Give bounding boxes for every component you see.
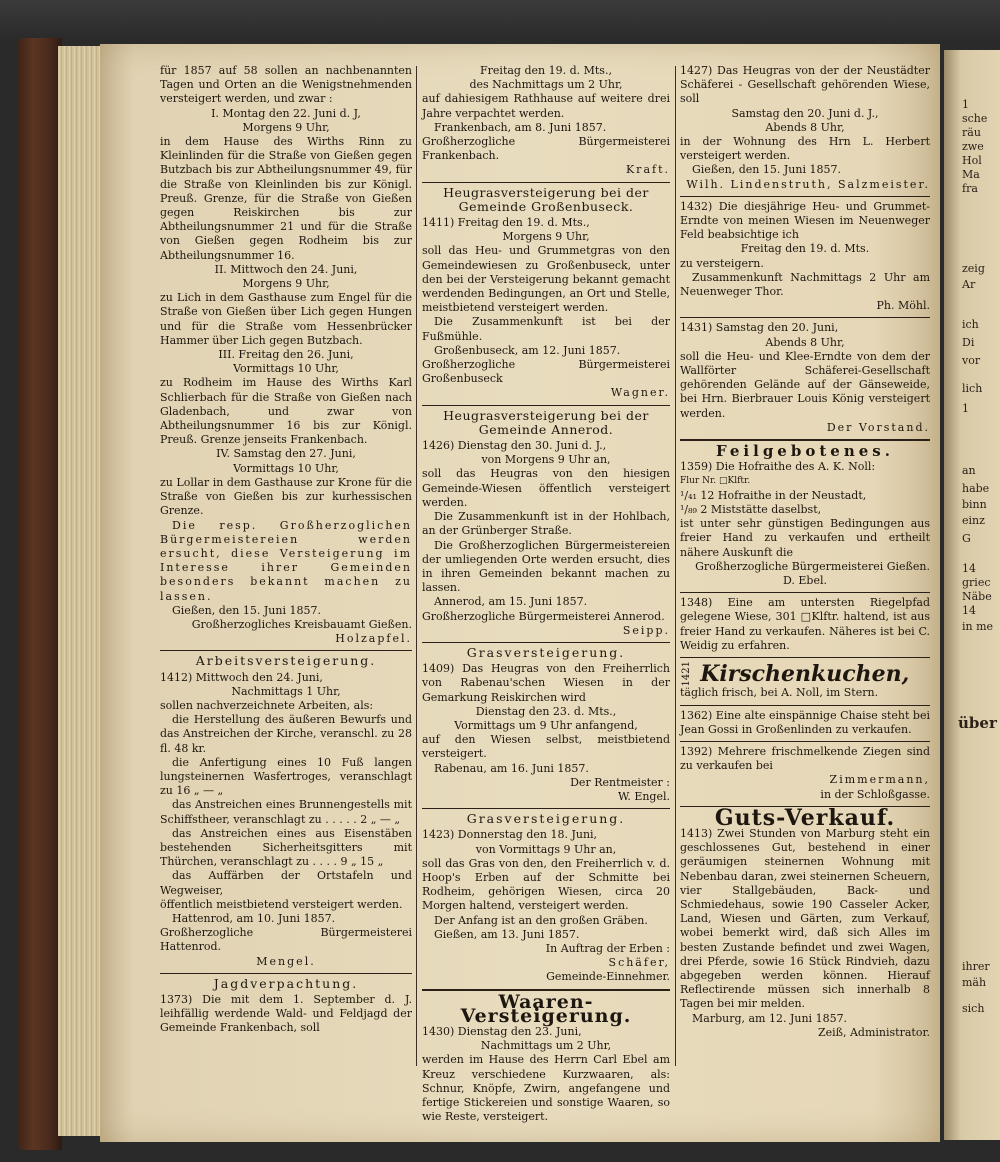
section-heading: Heugrasversteigerung bei der Gemeinde Großenbuseck. bbox=[443, 184, 649, 214]
notice-text: 1373) Die mit dem 1. September d. J. leihfällig werdende Wald- und Feldjagd der Gemeinde Frankenbach, soll bbox=[160, 993, 412, 1035]
fragment-text: 1 bbox=[962, 402, 969, 415]
notice-text: 1413) Zwei Stunden von Marburg steht ein geschlossenes Gut, bestehend in einer geräumigen steinernen Wohnung mit Nebenbau daran, zwei steinernen Scheuern, vier Stallgebäuden, Back- und Schmiedehaus, sowie 190 Casseler Acker, Land, Wiesen und Gärten, zum Verkauf, wobei bemerkt wird, daß sich Alles im besten Zustande befindet und zwei Wagen, drei Pferde, sowie 16 Stück Rindvieh, dazu abgegeben werden können. Hierauf Reflectirende müssen sich innerhalb 8 Tagen bei mir melden. bbox=[680, 827, 930, 1011]
column-3 bbox=[680, 64, 930, 1040]
fragment-text: sche bbox=[962, 112, 988, 125]
section-heading: Arbeitsversteigerung. bbox=[195, 653, 377, 669]
notice-meet: Die Zusammenkunft ist in der Hohlbach, an der Grünberger Straße. bbox=[422, 510, 670, 538]
ad-number: 1421 bbox=[681, 660, 692, 687]
divider bbox=[680, 317, 930, 318]
fragment-text: Hol bbox=[962, 154, 982, 167]
section-heading: Grasversteigerung. bbox=[466, 811, 626, 827]
item-text: in dem Hause des Wirths Rinn zu Kleinlinden für die Straße von Gießen gegen Butzbach bis zur Abtheilungsnummer 49, für die Straße von Kleinlinden bis zur Königl. Preuß. Grenze, für die Straße von Gießen gegen Reiskirchen bis zur Abtheilungsnummer 21 und für die Straße von Gießen gegen Rodheim bis zur Abtheilungsnummer 16. bbox=[160, 135, 412, 262]
notice-lead: sollen nachverzeichnete Arbeiten, als: bbox=[160, 698, 374, 712]
table-row: ¹/₄₁ 12 Hofraithe in der Neustadt, bbox=[680, 488, 867, 502]
notice-text: soll das Heugras von den hiesigen Gemeinde-Wiesen öffentlich versteigert werden. bbox=[422, 467, 670, 509]
section-heading: Jagdverpachtung. bbox=[213, 975, 359, 991]
fragment-text: lich bbox=[962, 382, 983, 395]
fragment-text: zeig bbox=[962, 262, 985, 275]
notice-text: 1432) Die diesjährige Heu- und Grummet-Erndte von meinen Wiesen im Neuenweger Feld beabsichtige ich bbox=[680, 199, 930, 242]
notice-signature-place: in der Schloßgasse. bbox=[820, 787, 930, 801]
section-heading: Heugrasversteigerung bei der Gemeinde Annerod. bbox=[443, 407, 649, 437]
notice-office: Großherzogliche Bürgermeisterei Annerod. bbox=[422, 609, 665, 623]
item-heading: II. Mittwoch den 24. Juni, bbox=[214, 262, 358, 276]
table-row: ¹/₈₉ 2 Miststätte daselbst, bbox=[680, 502, 822, 516]
section-heading: Grasversteigerung. bbox=[466, 644, 626, 660]
item-text: zu Lollar in dem Gasthause zur Krone für die Straße von Gießen bis zur kurhessischen Grenze. bbox=[160, 475, 412, 518]
divider bbox=[422, 808, 670, 809]
item-text: zu Rodheim im Hause des Wirths Karl Schlierbach für die Straße von Gießen nach Gladenbach, und zwar von Abtheilungsnummer 16 bis zur Königl. Preuß. Grenze jenseits Frankenbach. bbox=[160, 376, 412, 447]
item-time: Vormittags 10 Uhr, bbox=[233, 461, 339, 475]
fragment-text: an bbox=[962, 464, 976, 477]
item-heading: III. Freitag den 26. Juni, bbox=[218, 348, 354, 362]
notice-time: Nachmittags 1 Uhr, bbox=[231, 684, 341, 698]
fragment-text: ich bbox=[962, 318, 979, 331]
notice-text: soll die Heu- und Klee-Erndte von dem der Wallförter Schäferei-Gesellschaft gehörenden Gelände auf der Gänseweide, bei Hrn. Bierbrauer Louis König versteigert werden. bbox=[680, 349, 930, 420]
notice-start: Der Anfang ist an den großen Gräben. bbox=[434, 913, 648, 927]
notice-text: werden im Hause des Herrn Carl Ebel am Kreuz verschiedene Kurzwaaren, als: Schnur, Knöpfe, Zwirn, angefangene und fertige Stickereien und sonstige Waaren, so wie Reste, versteigert. bbox=[422, 1053, 670, 1124]
fragment-text: fra bbox=[962, 182, 978, 195]
fragment-heading: über bbox=[958, 714, 997, 732]
notice-text: soll das Gras von den, den Freiherrlich v. d. Hoop's Erben auf der Schmitte bei Rodheim, gehörigen Wiesen, circa 20 Morgen haltend, versteigert werden. bbox=[422, 856, 670, 913]
facing-page-fragment bbox=[944, 50, 1000, 1140]
notice-text: 1362) Eine alte einspännige Chaise steht bei Jean Gossi in Großenlinden zu verkaufen. bbox=[680, 708, 930, 736]
notice-number: 1430) Dienstag den 23. Juni, bbox=[422, 1025, 582, 1038]
work-item: das Anstreichen eines Brunnengestells mit Schiffstheer, veranschlagt zu . . . . . 2 „ — „ bbox=[160, 798, 412, 826]
column-rule-2 bbox=[675, 66, 676, 1066]
fragment-text: sich bbox=[962, 1002, 985, 1015]
notice-meet: Zusammenkunft Nachmittags 2 Uhr am Neuenweger Thor. bbox=[680, 270, 930, 299]
notice-time: von Vormittags 9 Uhr an, bbox=[475, 842, 617, 856]
notice-heading: Freitag den 19. d. Mts. bbox=[740, 242, 870, 256]
fragment-text: binn bbox=[962, 498, 987, 511]
table-header: Flur Nr. □Klftr. bbox=[680, 476, 751, 487]
item-heading: IV. Samstag den 27. Juni, bbox=[216, 447, 356, 461]
notice-number: 1411) Freitag den 19. d. Mts., bbox=[422, 216, 590, 230]
divider bbox=[680, 439, 930, 441]
fragment-text: ihrer bbox=[962, 960, 990, 973]
work-item: das Auffärben der Ortstafeln und Wegweiser, bbox=[160, 869, 412, 897]
fragment-text: in me bbox=[962, 620, 994, 633]
notice-signature: Zeiß, Administrator. bbox=[817, 1025, 930, 1039]
item-time: Morgens 9 Uhr, bbox=[242, 120, 330, 134]
notice-date: Annerod, am 15. Juni 1857. bbox=[434, 595, 588, 609]
fragment-text: Näbe bbox=[962, 590, 992, 603]
work-item: die Anfertigung eines 10 Fuß langen lungsteinernen Wasfertroges, veranschlagt zu 16 „ — „ bbox=[160, 755, 412, 798]
notice-text: 1359) Die Hofraithe des A. K. Noll: bbox=[680, 460, 876, 474]
notice-heading: Samstag den 20. Juni d. J., bbox=[731, 106, 879, 120]
work-item: das Anstreichen eines aus Eisenstäben bestehenden Sicherheitsgitters mit Thürchen, veranschlagt zu . . . . 9 „ 15 „ bbox=[160, 826, 412, 869]
divider bbox=[680, 741, 930, 742]
item-text: zu Lich in dem Gasthause zum Engel für die Straße von Gießen über Lich gegen Hungen und für die Straße vom Hessenbrücker Hammer über Lich gegen Butzbach. bbox=[160, 291, 412, 347]
notice-time: Vormittags um 9 Uhr anfangend, bbox=[454, 718, 638, 732]
fragment-text: einz bbox=[962, 514, 985, 527]
divider bbox=[422, 405, 670, 406]
ad-title: Kirschenkuchen, bbox=[700, 660, 910, 687]
notice-heading: Freitag den 19. d. Mts., bbox=[480, 64, 612, 77]
notice-signature: W. Engel. bbox=[617, 789, 670, 803]
divider bbox=[680, 196, 930, 197]
notice-date: Gießen, den 15. Juni 1857. bbox=[692, 163, 841, 177]
divider bbox=[160, 650, 412, 651]
divider bbox=[680, 592, 930, 593]
notice-intro: für 1857 auf 58 sollen an nachbenannten Tagen und Orten an die Wenigstnehmenden versteigert werden, und zwar : bbox=[160, 64, 412, 106]
fragment-text: griec bbox=[962, 576, 991, 589]
notice-time: Nachmittags um 2 Uhr, bbox=[480, 1039, 612, 1053]
notice-signature: Mengel. bbox=[256, 954, 316, 968]
notice-time: des Nachmittags um 2 Uhr, bbox=[469, 78, 623, 92]
notice-text: 1427) Das Heugras von der der Neustädter Schäferei - Gesellschaft gehörenden Wiese, soll bbox=[680, 64, 930, 106]
notice-text: 1348) Eine am untersten Riegelpfad gelegene Wiese, 301 □Klftr. haltend, ist aus freier Hand zu verkaufen. Näheres ist bei C. Weidig zu erfahren. bbox=[680, 596, 930, 652]
notice-heading: Dienstag den 23. d. Mts., bbox=[475, 704, 617, 718]
notice-tail: öffentlich meistbietend versteigert werden. bbox=[160, 897, 403, 911]
notice-date: Großenbuseck, am 12. Juni 1857. bbox=[434, 343, 621, 357]
fragment-text: 14 bbox=[962, 562, 976, 575]
fragment-text: mäh bbox=[962, 976, 987, 989]
section-heading-large: Guts-Verkauf. bbox=[714, 804, 896, 831]
divider bbox=[160, 973, 412, 974]
notice-date: Marburg, am 12. Juni 1857. bbox=[692, 1011, 848, 1025]
notice-signature-role: Gemeinde-Einnehmer. bbox=[546, 970, 670, 984]
book-binding bbox=[18, 38, 62, 1150]
notice-office: Großherzogliche Bürgermeisterei Hattenrod. bbox=[160, 926, 412, 954]
item-heading: I. Montag den 22. Juni d. J, bbox=[211, 106, 361, 120]
fragment-text: räu bbox=[962, 126, 981, 139]
notice-request: Die Großherzoglichen Bürgermeistereien der umliegenden Orte werden ersucht, dies in ihren Gemeinden bekannt machen zu lassen. bbox=[422, 538, 670, 595]
column-2 bbox=[422, 64, 670, 1124]
notice-date: Rabenau, am 16. Juni 1857. bbox=[434, 761, 589, 775]
notice-text: auf dahiesigem Rathhause auf weitere drei Jahre verpachtet werden. bbox=[422, 92, 670, 120]
fragment-text: Ar bbox=[962, 278, 976, 291]
notice-role: Der Rentmeister : bbox=[570, 775, 670, 789]
divider bbox=[680, 705, 930, 706]
request-text: Die resp. Großherzoglichen Bürgermeistereien werden ersucht, diese Versteigerung im Interesse ihrer Gemeinden besonders bekannt machen zu lassen. bbox=[160, 518, 412, 603]
notice-signature: Schäfer, bbox=[608, 956, 670, 970]
notice-text: auf den Wiesen selbst, meistbietend versteigert. bbox=[422, 733, 670, 761]
notice-date: Gießen, am 13. Juni 1857. bbox=[434, 927, 580, 941]
notice-number: 1426) Dienstag den 30. Juni d. J., bbox=[422, 439, 607, 453]
divider bbox=[680, 657, 930, 658]
notice-text: soll das Heu- und Grummetgras von den Gemeindewiesen zu Großenbuseck, unter den bei der Versteigerung bekannt gemacht werdenden Bedingungen, an Ort und Stelle, meistbietend versteigert werden. bbox=[422, 244, 670, 315]
item-time: Morgens 9 Uhr, bbox=[242, 277, 330, 291]
divider bbox=[422, 642, 670, 643]
notice-signature: Holzapfel. bbox=[335, 632, 412, 646]
fragment-text: Di bbox=[962, 336, 975, 349]
ad-kirschenkuchen bbox=[680, 661, 930, 686]
section-heading-large: Waaren-Versteigerung. bbox=[460, 990, 632, 1027]
notice-text: ist unter sehr günstigen Bedingungen aus freier Hand zu verkaufen und ertheilt nähere Auskunft die bbox=[680, 517, 930, 559]
item-time: Vormittags 10 Uhr, bbox=[233, 362, 339, 376]
notice-date: Gießen, den 15. Juni 1857. bbox=[172, 603, 321, 617]
column-1 bbox=[160, 64, 412, 1036]
notice-signature: Wagner. bbox=[610, 386, 670, 400]
section-heading: Feilgebotenes. bbox=[716, 442, 894, 461]
notice-signature: Ph. Möhl. bbox=[876, 299, 930, 313]
notice-signature: Seipp. bbox=[622, 623, 670, 637]
notice-signature: Wilh. Lindenstruth, Salzmeister. bbox=[686, 177, 930, 191]
notice-role: In Auftrag der Erben : bbox=[545, 941, 670, 955]
notice-time: Abends 8 Uhr, bbox=[765, 120, 845, 134]
fragment-text: 14 bbox=[962, 604, 976, 617]
fragment-text: zwe bbox=[962, 140, 984, 153]
notice-time: Abends 8 Uhr, bbox=[765, 335, 845, 349]
fragment-text: G bbox=[962, 532, 971, 545]
notice-number: 1423) Donnerstag den 18. Juni, bbox=[422, 828, 598, 842]
column-rule-1 bbox=[416, 66, 417, 1066]
work-item: die Herstellung des äußeren Bewurfs und das Anstreichen der Kirche, veranschl. zu 28 fl. 48 kr. bbox=[160, 713, 412, 755]
notice-number: 1412) Mittwoch den 24. Juni, bbox=[160, 670, 323, 684]
notice-text: in der Wohnung des Hrn L. Herbert versteigert werden. bbox=[680, 135, 930, 163]
notice-office: Großherzogliches Kreisbauamt Gießen. bbox=[191, 617, 412, 631]
notice-signature: D. Ebel. bbox=[782, 573, 828, 587]
notice-text: 1392) Mehrere frischmelkende Ziegen sind zu verkaufen bei bbox=[680, 744, 930, 773]
notice-signature: Zimmermann, bbox=[829, 773, 930, 787]
notice-office: Großherzogliche Bürgermeisterei Gießen. bbox=[695, 559, 930, 573]
fragment-text: Ma bbox=[962, 168, 980, 181]
notice-signature: Der Vorstand. bbox=[826, 420, 930, 434]
notice-meet: Die Zusammenkunft ist bei der Fußmühle. bbox=[422, 315, 670, 343]
notice-number: 1431) Samstag den 20. Juni, bbox=[680, 321, 839, 335]
notice-text: 1409) Das Heugras von den Freiherrlich von Rabenau'schen Wiesen in der Gemarkung Reiskirchen wird bbox=[422, 662, 670, 704]
notice-office: Großherzogliche Bürgermeisterei Großenbuseck bbox=[422, 358, 670, 386]
divider bbox=[422, 182, 670, 183]
notice-date: Frankenbach, am 8. Juni 1857. bbox=[434, 120, 607, 134]
notice-time: Morgens 9 Uhr, bbox=[502, 230, 590, 244]
notice-time: von Morgens 9 Uhr an, bbox=[481, 453, 611, 467]
fragment-text: 1 bbox=[962, 98, 969, 111]
ad-text: täglich frisch, bei A. Noll, im Stern. bbox=[680, 686, 879, 700]
notice-date: Hattenrod, am 10. Juni 1857. bbox=[172, 911, 336, 925]
notice-text: zu versteigern. bbox=[680, 256, 764, 270]
fragment-text: vor bbox=[962, 354, 981, 367]
fragment-text: habe bbox=[962, 482, 990, 495]
notice-office: Großherzogliche Bürgermeisterei Frankenbach. bbox=[422, 135, 670, 163]
notice-signature: Kraft. bbox=[625, 163, 670, 177]
newspaper-page bbox=[100, 44, 940, 1142]
